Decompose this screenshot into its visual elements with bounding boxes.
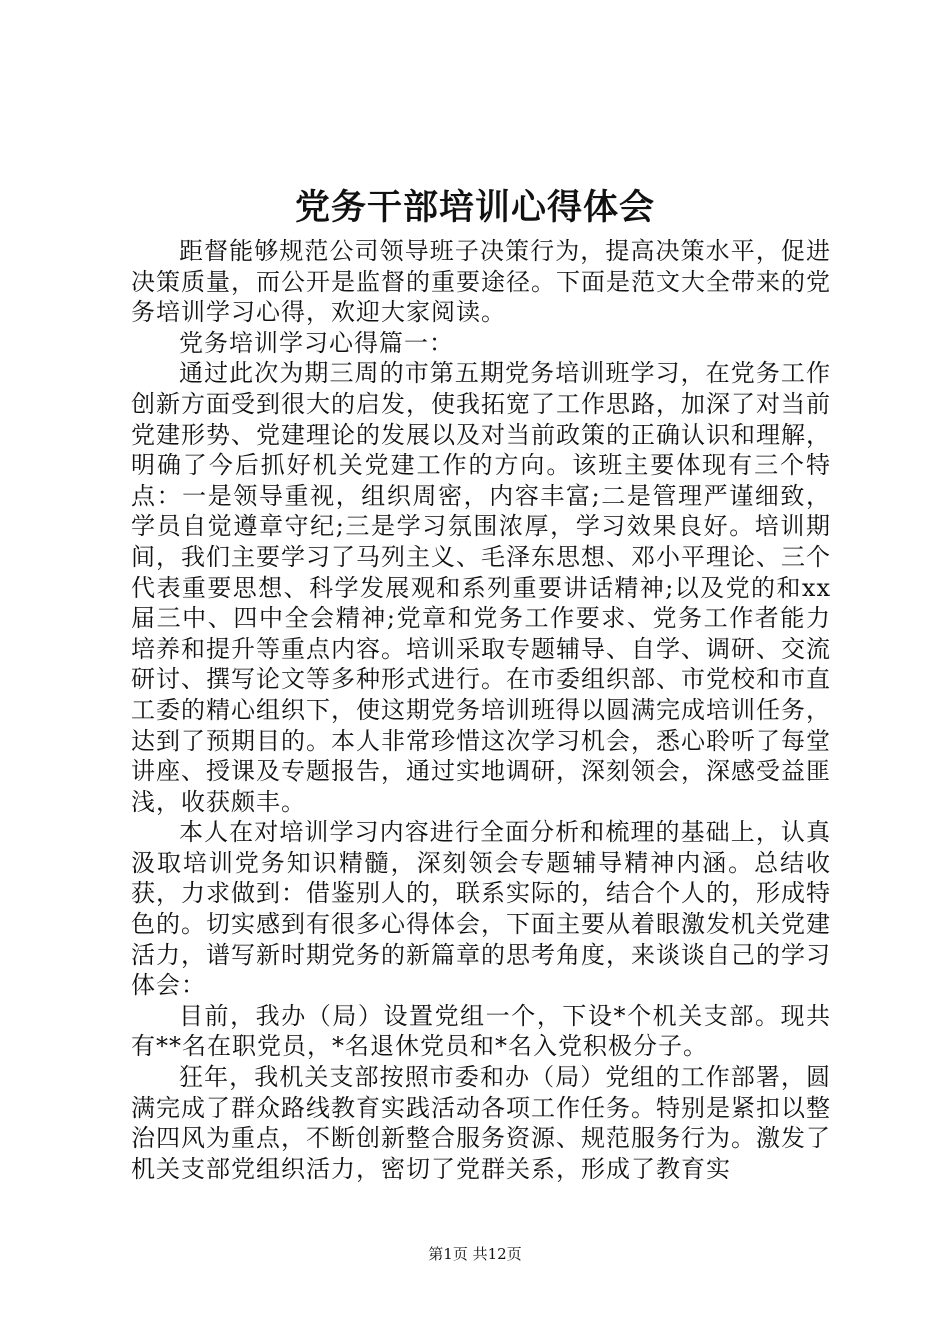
page-indicator: 第1页 共12页 [428, 1245, 522, 1263]
intro-paragraph: 距督能够规范公司领导班子决策行为，提高决策水平，促进决策质量，而公开是监督的重要途径。下面是范文大全带来的党务培训学习心得，欢迎大家阅读。 [131, 237, 831, 327]
body-paragraph: 目前，我办（局）设置党组一个，下设*个机关支部。现共有**名在职党员，*名退休党员和*名入党积极分子。 [131, 1001, 831, 1061]
section-heading: 党务培训学习心得篇一： [179, 328, 454, 357]
body-paragraph: 本人在对培训学习内容进行全面分析和梳理的基础上，认真汲取培训党务知识精髓，深刻领会专题辅导精神内涵。总结收获，力求做到：借鉴别人的，联系实际的，结合个人的，形成特色的。切实感到有很多心得体会，下面主要从着眼激发机关党建活力，谱写新时期党务的新篇章的思考角度，来谈谈自己的学习体会： [131, 818, 831, 1000]
body-paragraph: 狂年，我机关支部按照市委和办（局）党组的工作部署，圆满完成了群众路线教育实践活动各项工作任务。特别是紧扣以整治四风为重点，不断创新整合服务资源、规范服务行为。激发了机关支部党组织活力，密切了党群关系，形成了教育实 [131, 1063, 831, 1183]
document-title: 党务干部培训心得体会 [294, 187, 655, 228]
document-body [131, 236, 831, 1184]
body-paragraph: 通过此次为期三周的市第五期党务培训班学习，在党务工作创新方面受到很大的启发，使我拓宽了工作思路，加深了对当前党建形势、党建理论的发展以及对当前政策的正确认识和理解，明确了今后抓好机关党建工作的方向。该班主要体现有三个特点：一是领导重视，组织周密，内容丰富;二是管理严谨细致，学员自觉遵章守纪;三是学习氛围浓厚，学习效果良好。培训期间，我们主要学习了马列主义、毛泽东思想、邓小平理论、三个代表重要思想、科学发展观和系列重要讲话精神;以及党的和xx届三中、四中全会精神;党章和党务工作要求、党务工作者能力培养和提升等重点内容。培训采取专题辅导、自学、调研、交流研讨、撰写论文等多种形式进行。在市委组织部、市党校和市直工委的精心组织下，使这期党务培训班得以圆满完成培训任务，达到了预期目的。本人非常珍惜这次学习机会，悉心聆听了每堂讲座、授课及专题报告，通过实地调研，深刻领会，深感受益匪浅，收获颇丰。 [131, 359, 831, 816]
